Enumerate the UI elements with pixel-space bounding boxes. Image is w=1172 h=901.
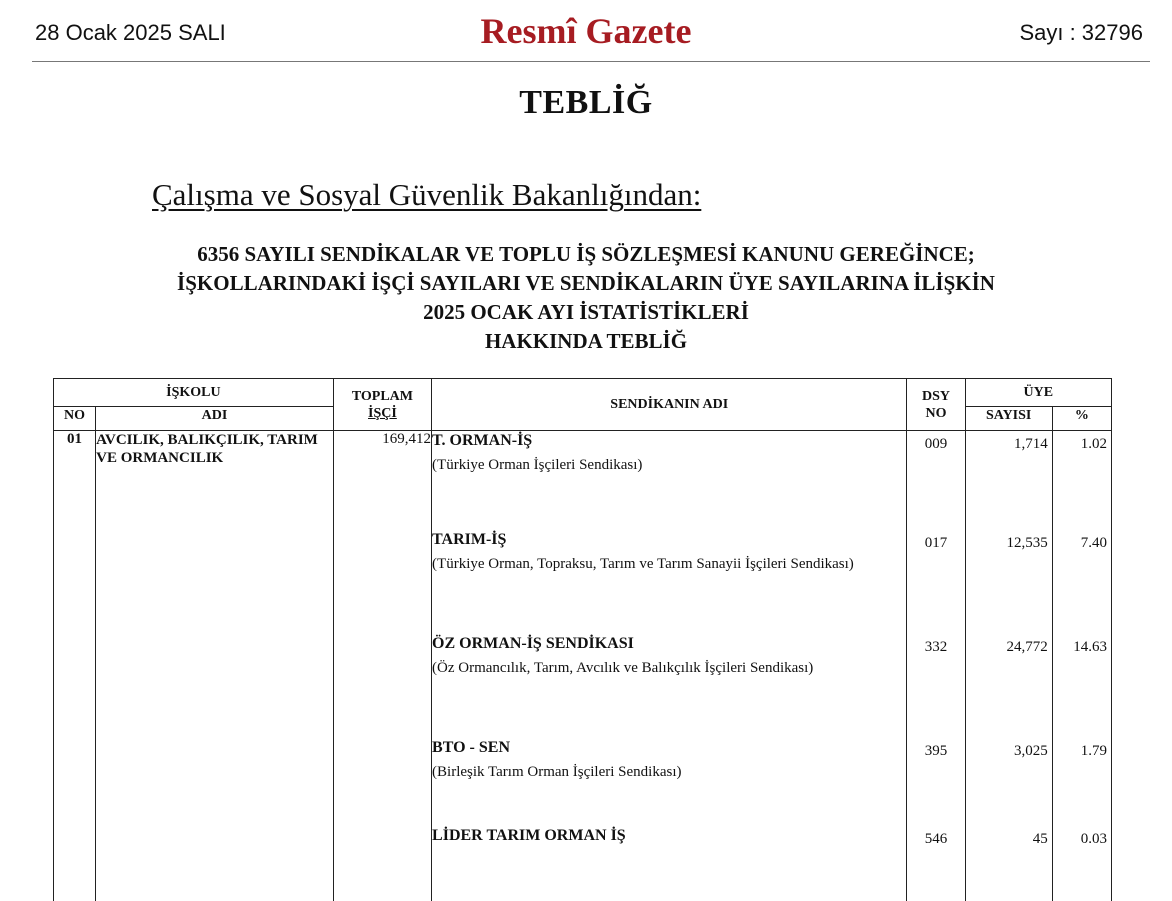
header-percent: % bbox=[1052, 407, 1111, 431]
header-total-line2: İŞÇİ bbox=[368, 405, 397, 421]
table-row bbox=[54, 431, 1112, 901]
dsy-number: 017 bbox=[924, 535, 948, 551]
statistics-table bbox=[53, 378, 1112, 901]
ministry-name: Çalışma ve Sosyal Güvenlik Bakanlığından: bbox=[152, 177, 702, 212]
union-full-name: (Öz Ormancılık, Tarım, Avcılık ve Balıkçılık İşçileri Sendikası) bbox=[432, 660, 814, 676]
member-counts bbox=[965, 431, 1052, 901]
header-total-line1: TOPLAM bbox=[351, 388, 414, 404]
header-no: NO bbox=[54, 407, 96, 431]
member-count: 24,772 bbox=[1006, 639, 1048, 655]
heading-line-3: 2025 OCAK AYI İSTATİSTİKLERİ bbox=[423, 300, 749, 324]
union-short-name: T. ORMAN-İŞ bbox=[432, 432, 533, 449]
header-name: ADI bbox=[96, 407, 334, 431]
member-count: 12,535 bbox=[1006, 535, 1048, 551]
member-percent: 0.03 bbox=[1080, 831, 1107, 847]
document-heading bbox=[0, 240, 1172, 356]
member-percent: 14.63 bbox=[1073, 639, 1107, 655]
header-dsy-line1: DSY bbox=[921, 388, 950, 404]
union-entry bbox=[432, 431, 906, 530]
union-entry bbox=[432, 634, 906, 738]
member-count: 45 bbox=[1032, 831, 1048, 847]
union-names bbox=[432, 431, 907, 901]
member-percents bbox=[1052, 431, 1111, 901]
header-divider bbox=[32, 61, 1150, 62]
total-workers: 169,412 bbox=[333, 431, 431, 901]
document-type: TEBLİĞ bbox=[519, 84, 653, 121]
header-member-count: SAYISI bbox=[965, 407, 1052, 431]
union-short-name: BTO - SEN bbox=[432, 739, 510, 756]
union-short-name: TARIM-İŞ bbox=[432, 531, 507, 548]
member-percent: 1.79 bbox=[1080, 743, 1107, 759]
header-union-name: SENDİKANIN ADI bbox=[432, 379, 907, 431]
sector-number: 01 bbox=[54, 431, 96, 901]
issue-number: Sayı : 32796 bbox=[1019, 20, 1143, 45]
dsy-number: 009 bbox=[924, 436, 948, 452]
union-entry bbox=[432, 738, 906, 826]
dsy-numbers bbox=[907, 431, 965, 901]
dsy-number: 395 bbox=[924, 743, 948, 759]
heading-line-1: 6356 SAYILI SENDİKALAR VE TOPLU İŞ SÖZLEŞMESİ KANUNU GEREĞİNCE; bbox=[197, 242, 975, 266]
union-full-name: (Türkiye Orman İşçileri Sendikası) bbox=[432, 457, 643, 473]
header-iskolu: İŞKOLU bbox=[54, 379, 334, 407]
member-percent: 7.40 bbox=[1080, 535, 1107, 551]
header-dsy-line2: NO bbox=[925, 405, 947, 421]
union-short-name: LİDER TARIM ORMAN İŞ bbox=[432, 827, 626, 844]
header-members: ÜYE bbox=[965, 379, 1111, 407]
member-count: 3,025 bbox=[1014, 743, 1048, 759]
gazette-title: Resmî Gazete bbox=[480, 11, 692, 51]
union-entry bbox=[432, 530, 906, 634]
header-total-workers bbox=[333, 379, 431, 431]
header-dsy-no bbox=[907, 379, 965, 431]
union-full-name: (Birleşik Tarım Orman İşçileri Sendikası) bbox=[432, 764, 682, 780]
union-short-name: ÖZ ORMAN-İŞ SENDİKASI bbox=[432, 635, 634, 652]
heading-line-2: İŞKOLLARINDAKİ İŞÇİ SAYILARI VE SENDİKALARIN ÜYE SAYILARINA İLİŞKİN bbox=[177, 271, 995, 295]
dsy-number: 332 bbox=[924, 639, 948, 655]
member-percent: 1.02 bbox=[1080, 436, 1107, 452]
member-count: 1,714 bbox=[1014, 436, 1048, 452]
gazette-date: 28 Ocak 2025 SALI bbox=[35, 20, 226, 45]
union-full-name: (Türkiye Orman, Topraksu, Tarım ve Tarım Sanayii İşçileri Sendikası) bbox=[432, 556, 854, 572]
sector-name: AVCILIK, BALIKÇILIK, TARIM VE ORMANCILIK bbox=[96, 431, 334, 901]
dsy-number: 546 bbox=[924, 831, 948, 847]
union-entry bbox=[432, 826, 906, 886]
heading-line-4: HAKKINDA TEBLİĞ bbox=[484, 329, 688, 353]
